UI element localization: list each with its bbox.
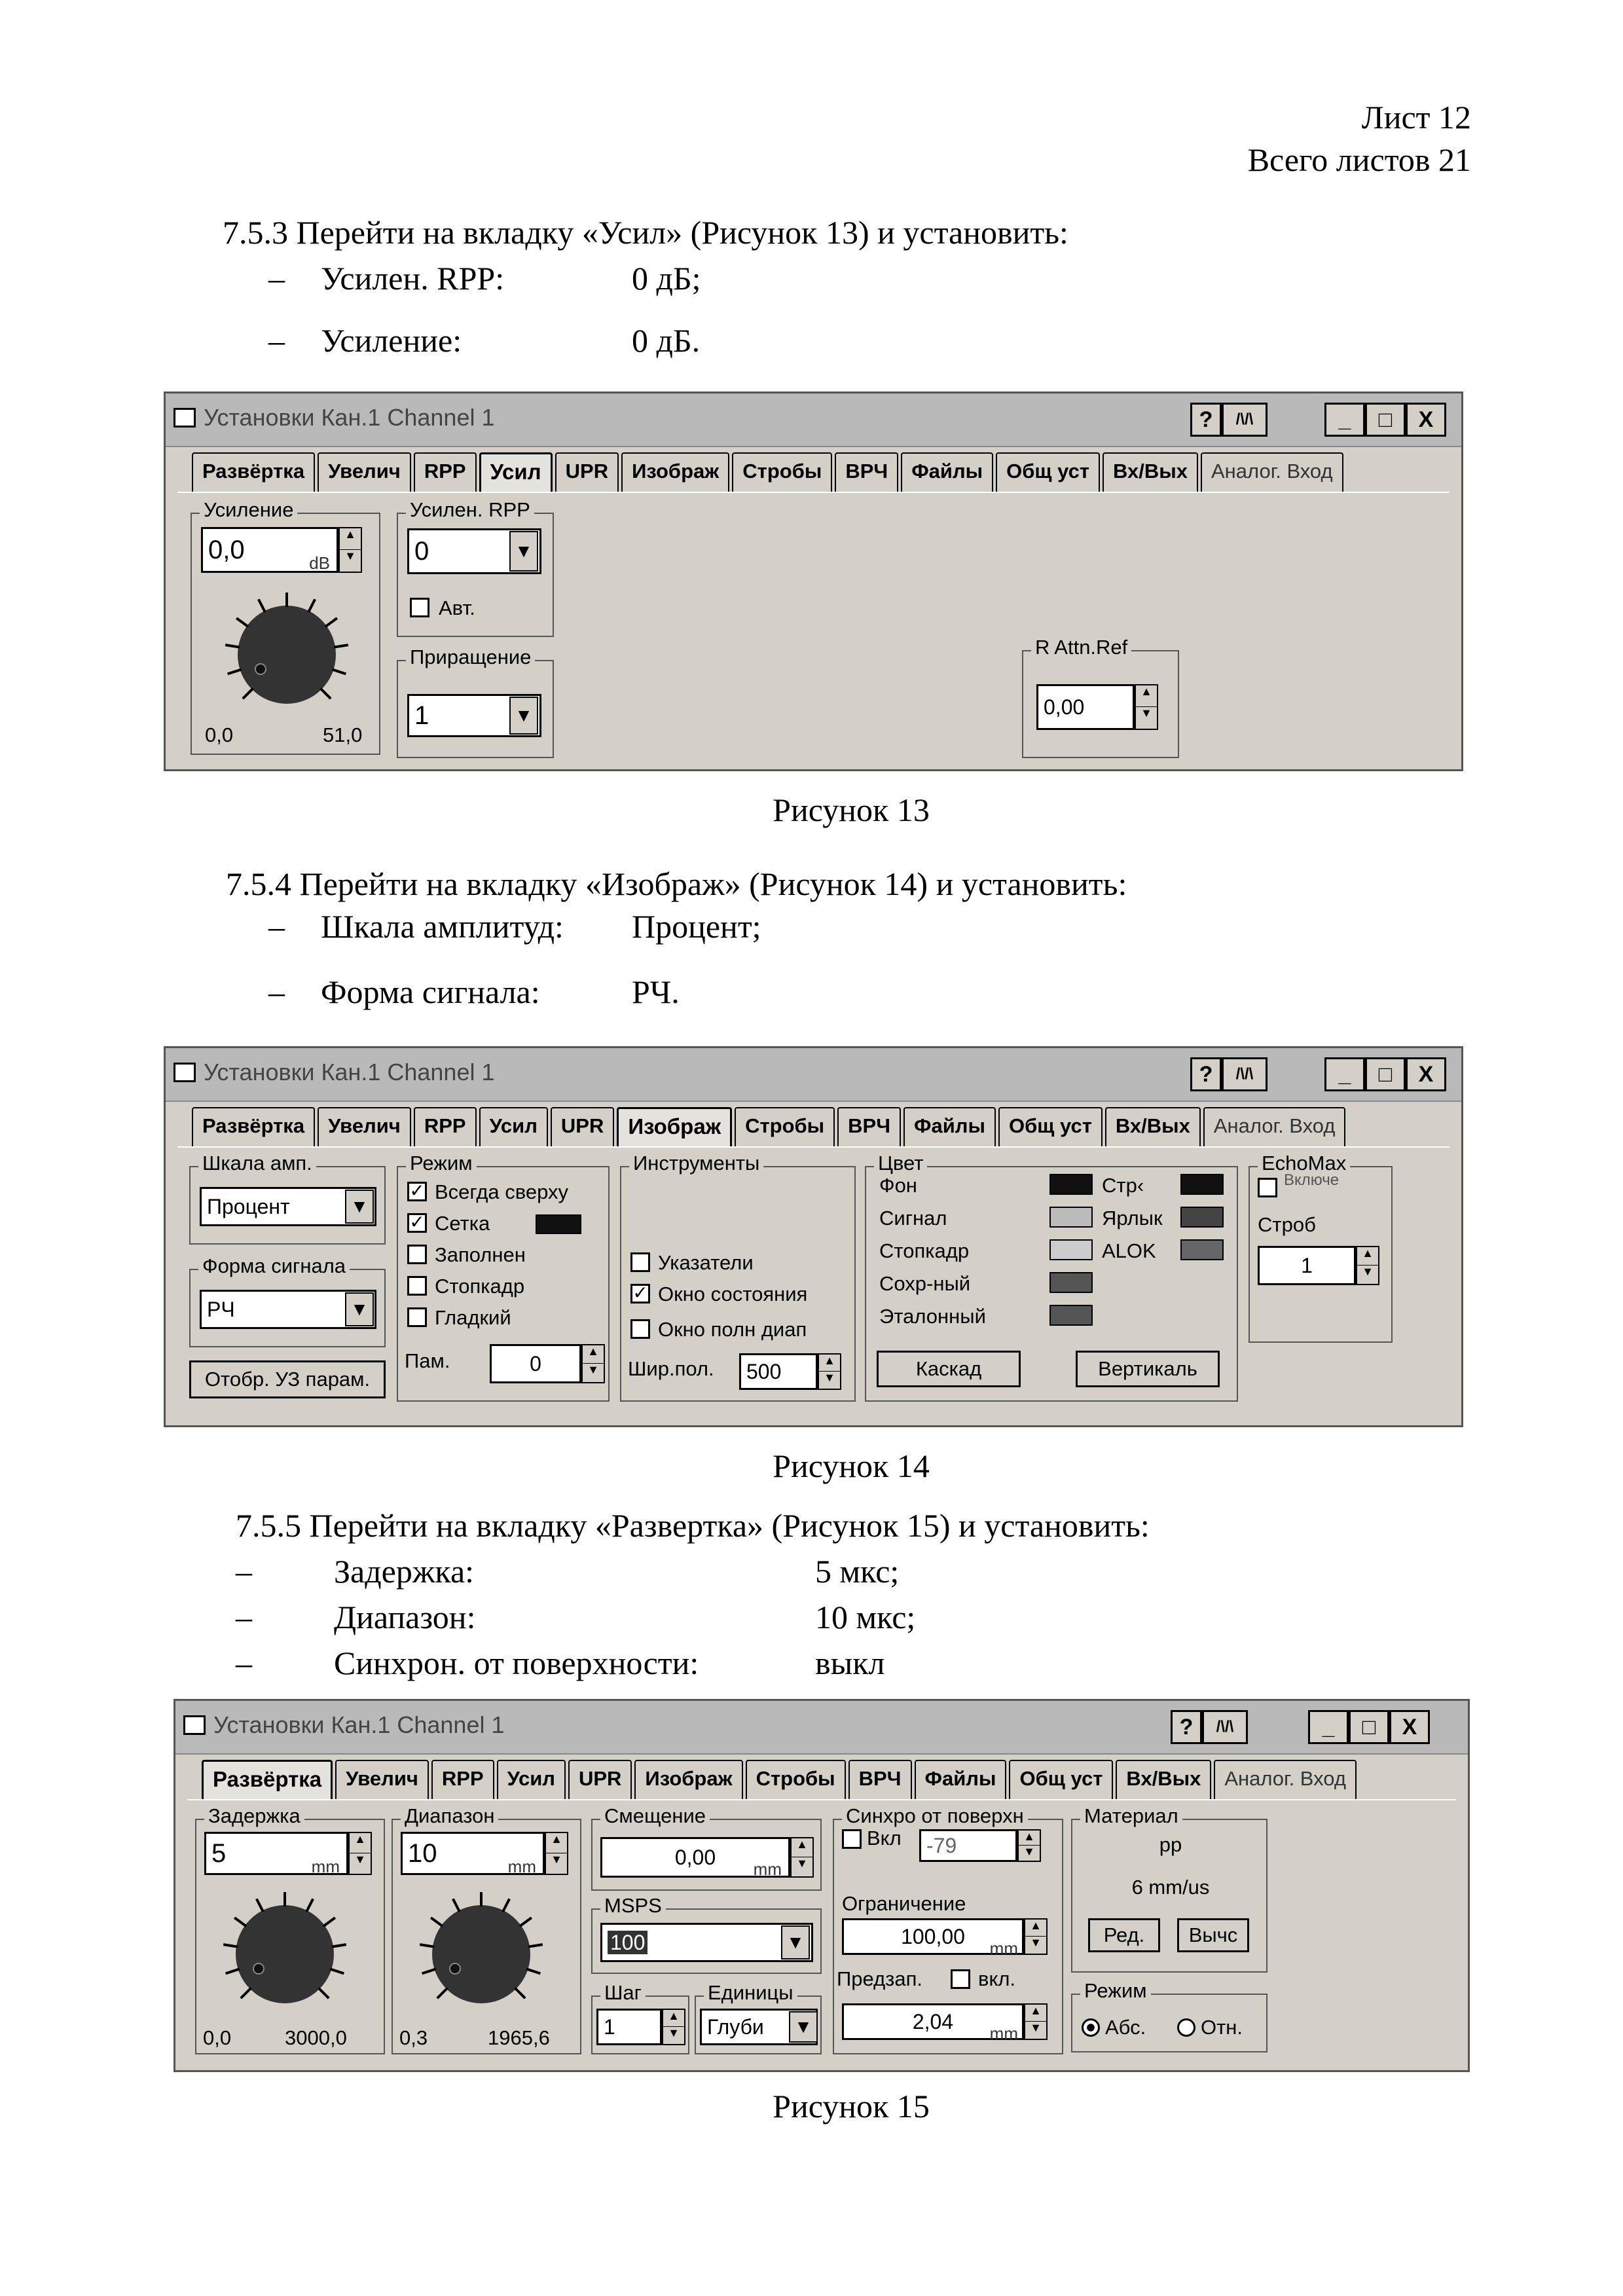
maximize-button[interactable]: □ [1349,1710,1389,1744]
figure-14-caption: Рисунок 14 [773,1448,930,1484]
attn-ref-spinner[interactable]: ▲ ▼ [1135,684,1158,730]
material-name: pp [1159,1833,1182,1856]
color-freeze-label: Стопкадр [879,1239,970,1262]
status-window-checkbox[interactable]: ✓ [630,1284,650,1303]
graph-button[interactable]: /\/\ [1202,1710,1248,1744]
width-value: 500 [746,1360,782,1383]
minimize-button[interactable]: _ [1324,1057,1365,1091]
strobe-spinner[interactable]: ▲ ▼ [1356,1246,1379,1285]
range-value: 10 [408,1839,437,1868]
title-bar [166,1048,1461,1102]
sheet-number: Лист 12 [1361,99,1471,136]
width-input[interactable] [739,1353,818,1390]
item-value: 0 дБ; [632,260,701,297]
limit-label: Ограничение [842,1892,966,1915]
tab-razvertka[interactable]: Развёртка [192,452,315,492]
knob-tick [480,1892,483,1906]
dash: – [268,260,285,297]
color-str-label: Стр‹ [1102,1174,1144,1197]
tab-usil[interactable]: Усил [497,1760,566,1799]
settings-window-fig15 [173,1699,1470,2072]
knob-tick [305,1898,314,1912]
knob-tick [242,687,253,699]
calc-button[interactable]: Вычс [1177,1918,1249,1952]
delay-group [195,1804,385,2054]
knob-tick [526,1968,541,1975]
mode-group [397,1152,610,1402]
tab-stroby[interactable]: Стробы [735,1107,835,1146]
knob-tick [528,1943,543,1948]
color-ref-label: Эталонный [879,1305,986,1328]
tab-upr[interactable]: UPR [568,1760,632,1799]
tab-analog-vhod[interactable]: Аналог. Вход [1203,1107,1346,1146]
strobe-label: Строб [1258,1213,1316,1236]
knob-tick [240,1987,251,1999]
cascade-button[interactable]: Каскад [877,1351,1021,1387]
window-icon [173,408,196,428]
settings-window-fig14 [164,1046,1463,1427]
range-knob[interactable] [432,1905,530,2003]
auto-label: Авт. [439,596,475,619]
limit-value: 100,00 [901,1925,965,1948]
alok-color-swatch[interactable] [1180,1239,1224,1260]
filled-checkbox[interactable] [407,1245,427,1264]
attn-ref-value: 0,00 [1044,695,1085,719]
window-icon [183,1715,206,1735]
tab-usil[interactable]: Усил [479,452,553,492]
sync-value: -79 [926,1834,957,1857]
item-value: 0 дБ. [632,322,701,359]
knob-tick [227,668,242,676]
tab-izobrazh[interactable]: Изображ [634,1760,742,1799]
limit-unit: mm [989,1939,1018,1958]
rpp-group [397,498,554,637]
rpp-group-label: Усилен. RPP [406,498,534,522]
section-753-heading: 7.5.3 Перейти на вкладку «Усил» (Рисунок 13) и установить: [223,214,1068,251]
msps-value: 100 [608,1931,647,1954]
knob-pointer [449,1963,461,1975]
tab-stroby[interactable]: Стробы [732,452,832,492]
echomax-group-label: EchoMax [1258,1152,1350,1175]
pointers-label: Указатели [658,1251,754,1274]
knob-tick [236,617,249,628]
width-label: Шир.пол. [628,1357,714,1380]
knob-tick [334,644,348,648]
knob-tick [420,1943,434,1948]
tab-izobrazh[interactable]: Изображ [621,452,729,492]
preset-input[interactable] [842,2003,1024,2043]
auto-checkbox[interactable] [410,598,429,617]
str-color-swatch[interactable] [1180,1174,1224,1195]
tab-vh-vyh[interactable]: Вх/Вых [1116,1760,1211,1799]
section-755-heading: 7.5.5 Перейти на вкладку «Развертка» (Рисунок 15) и установить: [236,1507,1150,1544]
delay-unit: mm [311,1857,340,1876]
chevron-down-icon[interactable]: ▼ [509,697,538,735]
bg-color-swatch[interactable] [1049,1174,1093,1195]
tab-obshch-ust[interactable]: Общ уст [1009,1760,1113,1799]
tab-upr[interactable]: UPR [551,1107,614,1146]
tab-uvelich[interactable]: Увелич [318,1107,411,1146]
knob-tick [422,1968,436,1975]
tab-upr[interactable]: UPR [555,452,619,492]
waveform-group [189,1254,386,1347]
window-title: Установки Кан.1 Channel 1 [204,404,495,431]
memory-value: 0 [530,1352,541,1376]
dash: – [236,1599,252,1635]
tab-vrch[interactable]: ВРЧ [848,1760,912,1799]
knob-tick [307,598,316,612]
preset-label: Предзап. [837,1967,923,1990]
tab-panel [177,492,1450,763]
chevron-down-icon[interactable]: ▼ [789,2011,818,2043]
freeze-color-swatch[interactable] [1049,1239,1093,1260]
item-value: Процент; [632,908,761,945]
waveform-group-label: Форма сигнала [198,1254,350,1278]
chevron-down-icon[interactable]: ▼ [509,531,538,572]
dash: – [236,1553,252,1590]
knob-tick [234,1917,247,1927]
preset-unit: mm [989,2024,1018,2043]
filled-label: Заполнен [435,1243,526,1266]
help-button[interactable]: ? [1171,1710,1202,1744]
item-label: Шкала амплитуд: [321,908,564,945]
maximize-button[interactable]: □ [1365,403,1406,437]
mode-group-label: Режим [406,1152,477,1175]
range-max: 1965,6 [488,2026,550,2049]
item-value: выкл [815,1645,885,1681]
dash: – [268,322,285,359]
step-group [591,1981,689,2054]
offset-value: 0,00 [674,1846,716,1869]
knob-tick [452,1898,461,1912]
sync-spinner[interactable]: ▲ ▼ [1017,1829,1041,1862]
graph-button[interactable]: /\/\ [1222,403,1267,437]
settings-window-fig13 [164,392,1463,771]
delay-value: 5 [211,1839,227,1868]
total-sheets: Всего листов 21 [1247,141,1471,178]
delay-max: 3000,0 [285,2026,347,2049]
figure-13-caption: Рисунок 13 [773,792,930,828]
item-label: Усиление: [321,322,462,359]
increment-value: 1 [414,701,429,730]
show-params-button[interactable]: Отобр. УЗ парам. [189,1360,386,1398]
tab-strip [202,1760,1448,1799]
strobe-input[interactable] [1258,1246,1356,1285]
knob-tick [332,668,346,676]
figure-15-caption: Рисунок 15 [773,2088,930,2124]
knob-tick [430,1917,443,1927]
knob-tick [225,644,240,648]
offset-unit: mm [753,1859,782,1879]
gain-knob[interactable] [238,606,336,704]
ref-color-swatch[interactable] [1049,1305,1093,1326]
tab-rpp[interactable]: RPP [414,1107,477,1146]
always-top-checkbox[interactable]: ✓ [407,1182,427,1201]
tab-usil[interactable]: Усил [479,1107,548,1146]
tab-vrch[interactable]: ВРЧ [837,1107,901,1146]
freeze-checkbox[interactable] [407,1276,427,1296]
memory-spinner[interactable]: ▲ ▼ [581,1344,605,1383]
saved-color-swatch[interactable] [1049,1272,1093,1293]
attn-ref-label: R Attn.Ref [1031,636,1131,659]
gain-input[interactable] [201,527,338,573]
item-label: Синхрон. от поверхности: [334,1645,699,1681]
scale-group [189,1152,386,1245]
tab-razvertka[interactable]: Развёртка [202,1760,333,1799]
knob-pointer [255,663,266,675]
item-label: Диапазон: [334,1599,476,1635]
preset-value: 2,04 [912,2010,954,2033]
dash: – [268,908,285,945]
sync-input[interactable] [919,1829,1017,1862]
delay-knob[interactable] [236,1905,334,2003]
title-bar [166,393,1461,447]
scale-group-label: Шкала амп. [198,1152,316,1175]
units-group [695,1981,822,2054]
mode-group [1071,1979,1267,2052]
scale-value: Процент [207,1195,290,1218]
echomax-group [1249,1152,1393,1343]
knob-tick [323,1917,336,1927]
item-value: 5 мкс; [815,1553,900,1590]
color-bg-label: Фон [879,1174,917,1197]
mode-abs-label: Абс. [1105,2016,1146,2039]
mode-rel-radio[interactable] [1177,2018,1195,2037]
full-range-label: Окно полн диап [658,1318,807,1341]
msps-group-label: MSPS [600,1894,666,1918]
offset-group-label: Смещение [600,1804,710,1828]
vertical-button[interactable]: Вертикаль [1076,1351,1220,1387]
color-saved-label: Сохр-ный [879,1272,971,1295]
delay-spinner[interactable]: ▲ ▼ [348,1832,372,1875]
knob-tick [436,1987,448,1999]
knob-pointer [253,1963,264,1975]
edit-button[interactable]: Ред. [1088,1918,1160,1952]
strobe-value: 1 [1301,1254,1313,1277]
close-button[interactable]: X [1406,1057,1446,1091]
attn-ref-group [1022,636,1179,758]
tab-stroby[interactable]: Стробы [746,1760,846,1799]
knob-tick [225,1968,240,1975]
increment-group [397,646,554,758]
offset-spinner[interactable]: ▲ ▼ [790,1837,814,1878]
chevron-down-icon[interactable]: ▼ [345,1292,374,1326]
color-group-label: Цвет [874,1152,927,1175]
always-top-label: Всегда сверху [435,1180,569,1203]
knob-tick [223,1943,238,1948]
increment-group-label: Приращение [406,646,535,669]
offset-input[interactable] [600,1837,790,1878]
range-input[interactable] [401,1832,545,1875]
gain-unit: dB [309,553,330,573]
delay-input[interactable] [204,1832,348,1875]
window-title: Установки Кан.1 Channel 1 [213,1711,505,1738]
tab-faily[interactable]: Файлы [903,1107,996,1146]
dash: – [236,1645,252,1681]
material-group-label: Материал [1080,1804,1182,1828]
tab-vh-vyh[interactable]: Вх/Вых [1103,452,1198,492]
knob-tick [257,598,266,612]
material-speed: 6 mm/us [1131,1876,1210,1899]
tab-uvelich[interactable]: Увелич [318,452,411,492]
range-spinner[interactable]: ▲ ▼ [545,1832,568,1875]
limit-input[interactable] [842,1918,1024,1958]
freeze-label: Стопкадр [435,1275,525,1298]
tab-razvertka[interactable]: Развёртка [192,1107,315,1146]
pointers-checkbox[interactable] [630,1252,650,1272]
preset-enable-label: вкл. [978,1967,1016,1990]
grid-label: Сетка [435,1212,490,1235]
step-value: 1 [604,2015,615,2039]
color-group [865,1152,1238,1402]
minimize-button[interactable]: _ [1324,403,1365,437]
step-spinner[interactable]: ▲ ▼ [662,2009,685,2045]
color-alok-label: ALOK [1102,1239,1156,1262]
tab-izobrazh[interactable]: Изображ [617,1107,732,1146]
tab-faily[interactable]: Файлы [915,1760,1007,1799]
range-group [392,1804,581,2054]
graph-button[interactable]: /\/\ [1222,1057,1267,1091]
item-label: Задержка: [334,1553,475,1590]
gain-group [191,498,380,755]
smooth-label: Гладкий [435,1306,511,1329]
help-button[interactable]: ? [1190,403,1222,437]
color-signal-label: Сигнал [879,1207,947,1230]
tab-vrch[interactable]: ВРЧ [835,452,898,492]
gain-min: 0,0 [205,723,234,746]
item-value: 10 мкс; [815,1599,916,1635]
tab-strip [192,452,1442,492]
echomax-enable-label: Включе [1284,1171,1340,1189]
signal-color-swatch[interactable] [1049,1207,1093,1228]
minimize-button[interactable]: _ [1308,1710,1349,1744]
offset-group [591,1804,822,1891]
tab-vh-vyh[interactable]: Вх/Вых [1105,1107,1201,1146]
window-title: Установки Кан.1 Channel 1 [204,1059,495,1085]
window-icon [173,1063,196,1082]
preset-enable-checkbox[interactable] [951,1969,970,1989]
chevron-down-icon[interactable]: ▼ [345,1190,374,1224]
tab-obshch-ust[interactable]: Общ уст [998,1107,1103,1146]
material-group [1071,1804,1267,1973]
help-button[interactable]: ? [1190,1057,1222,1091]
sync-enable-label: Вкл [867,1827,902,1850]
knob-tick [519,1917,532,1927]
delay-min: 0,0 [203,2026,232,2049]
tab-strip [192,1107,1442,1146]
waveform-value: РЧ [207,1298,235,1321]
label-color-swatch[interactable] [1180,1207,1224,1228]
tab-panel [177,1146,1450,1419]
section-754-heading: 7.5.4 Перейти на вкладку «Изображ» (Рисунок 14) и установить: [226,866,1127,902]
chevron-down-icon[interactable]: ▼ [781,1925,810,1959]
range-unit: mm [507,1857,536,1876]
item-label: Усилен. RPP: [321,260,505,297]
tab-uvelich[interactable]: Увелич [335,1760,429,1799]
knob-tick [332,1943,346,1948]
grid-color-swatch[interactable] [536,1214,581,1234]
tools-group-label: Инструменты [629,1152,763,1175]
preset-spinner[interactable]: ▲ ▼ [1024,2003,1048,2040]
knob-tick [330,1968,344,1975]
gain-spinner[interactable]: ▲ ▼ [338,527,362,573]
close-button[interactable]: X [1389,1710,1430,1744]
range-group-label: Диапазон [401,1804,498,1828]
knob-tick [318,1987,329,1999]
width-spinner[interactable]: ▲ ▼ [818,1353,841,1390]
grid-checkbox[interactable]: ✓ [407,1213,427,1233]
dash: – [268,974,285,1010]
step-group-label: Шаг [600,1981,646,2005]
units-value: Глуби [707,2015,764,2039]
echomax-enable-checkbox[interactable] [1258,1178,1277,1197]
sync-group [833,1804,1063,2054]
tab-obshch-ust[interactable]: Общ уст [996,452,1100,492]
knob-tick [325,617,338,628]
mode-abs-radio[interactable] [1082,2018,1100,2037]
tab-faily[interactable]: Файлы [901,452,993,492]
delay-group-label: Задержка [204,1804,304,1828]
color-label-label: Ярлык [1102,1207,1163,1230]
tab-analog-vhod[interactable]: Аналог. Вход [1201,452,1343,492]
tab-rpp[interactable]: RPP [431,1760,494,1799]
knob-tick [285,592,288,607]
memory-input[interactable] [490,1344,581,1383]
rpp-value: 0 [414,537,429,566]
full-range-checkbox[interactable] [630,1319,650,1339]
knob-tick [255,1898,264,1912]
knob-tick [319,687,331,699]
item-label: Форма сигнала: [321,974,540,1010]
memory-label: Пам. [405,1349,450,1372]
gain-group-label: Усиление [200,498,297,522]
range-min: 0,3 [399,2026,428,2049]
tools-group [620,1152,856,1402]
knob-tick [501,1898,511,1912]
item-value: РЧ. [632,974,680,1010]
title-bar [175,1701,1468,1755]
units-group-label: Единицы [704,1981,797,2005]
attn-ref-input[interactable] [1036,684,1135,730]
sync-enable-checkbox[interactable] [842,1829,862,1849]
maximize-button[interactable]: □ [1365,1057,1406,1091]
gain-max: 51,0 [323,723,363,746]
step-input[interactable] [596,2009,662,2045]
msps-group [591,1894,822,1974]
close-button[interactable]: X [1406,403,1446,437]
mode-group-label: Режим [1080,1979,1151,2003]
tab-analog-vhod[interactable]: Аналог. Вход [1214,1760,1357,1799]
status-window-label: Окно состояния [658,1283,808,1305]
limit-spinner[interactable]: ▲ ▼ [1024,1918,1048,1955]
tab-rpp[interactable]: RPP [414,452,477,492]
gain-value: 0,0 [208,536,245,564]
knob-tick [514,1987,526,1999]
tab-panel [187,1799,1456,2064]
sync-group-label: Синхро от поверхн [842,1804,1028,1828]
smooth-checkbox[interactable] [407,1307,427,1327]
knob-tick [283,1892,286,1906]
mode-rel-label: Отн. [1201,2016,1243,2039]
